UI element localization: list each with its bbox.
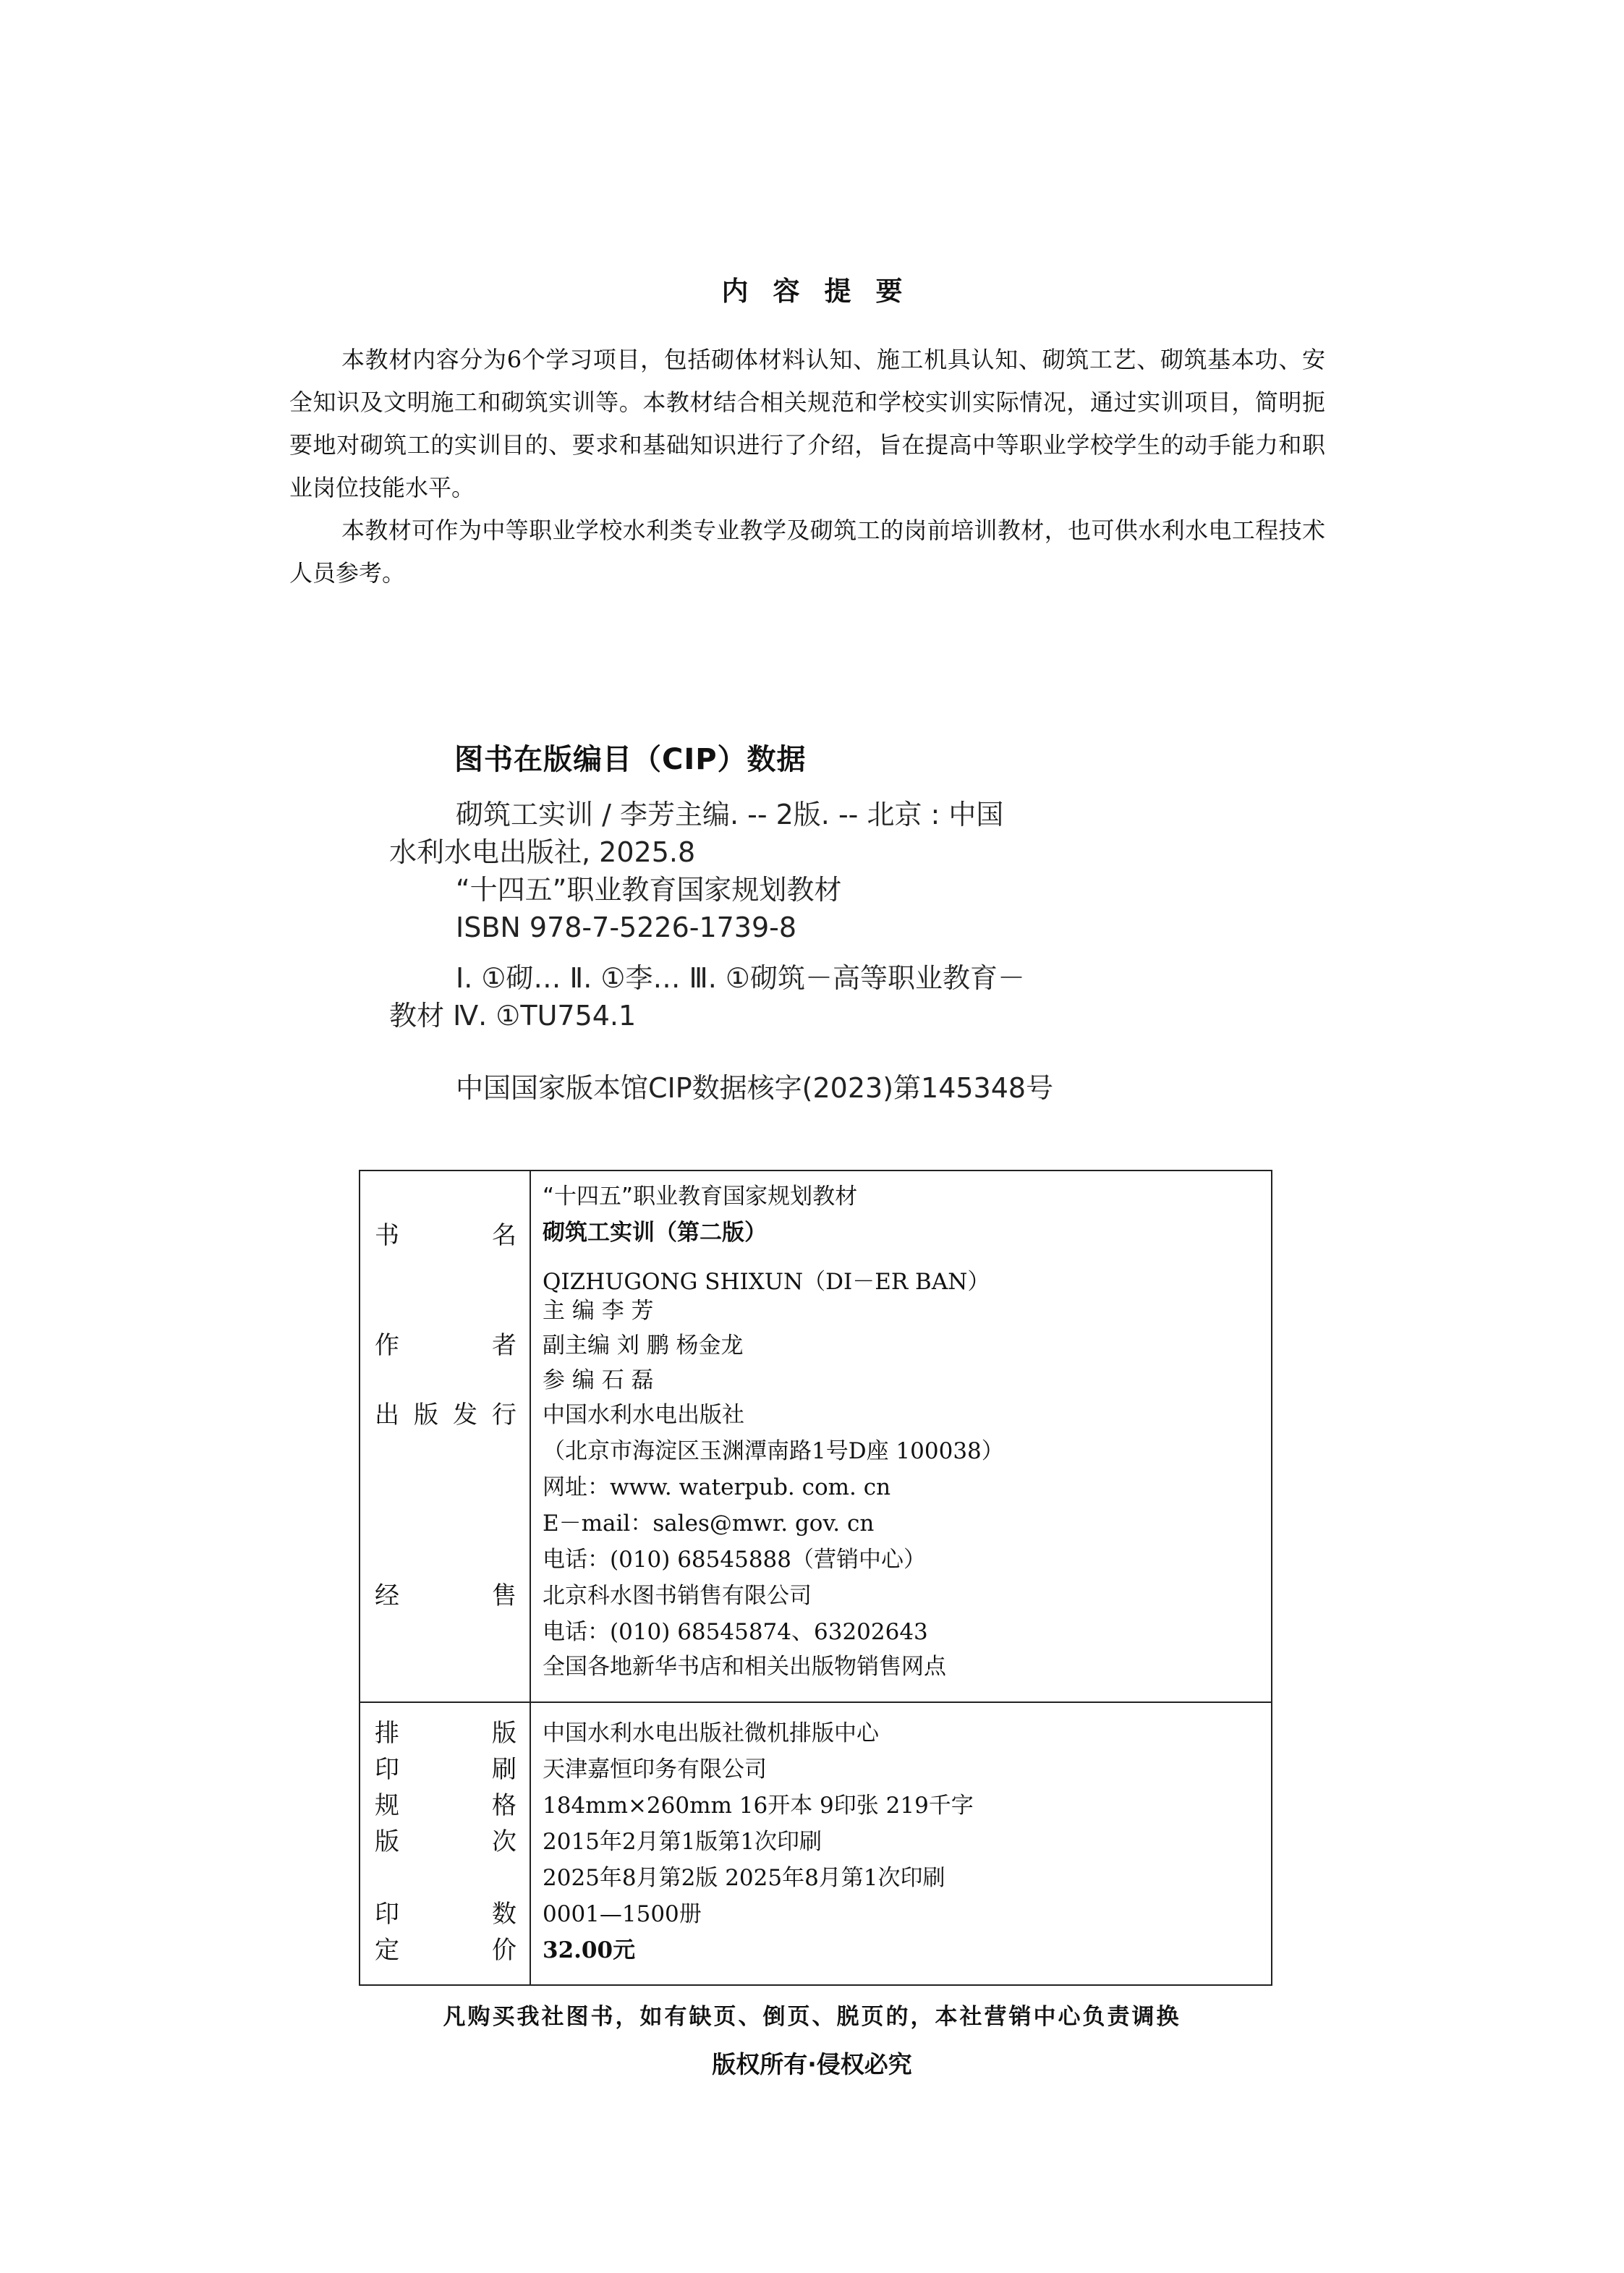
label-char: 格 [492, 1791, 516, 1820]
publisher-address: （北京市海淀区玉渊潭南路1号D座 100038） [543, 1438, 1004, 1464]
cip-line: ISBN 978-7-5226-1739-8 [456, 912, 797, 943]
label-char: 版 [492, 1719, 516, 1748]
return-policy-notice: 凡购买我社图书，如有缺页、倒页、脱页的，本社营销中心负责调换 [443, 2004, 1181, 2030]
label-distributor [375, 1579, 516, 1613]
table-divider [360, 1701, 1271, 1703]
associate-editors: 副主编 刘 鹏 杨金龙 [543, 1333, 744, 1359]
label-char: 经 [375, 1581, 399, 1610]
cip-record [389, 796, 1221, 946]
publisher-website: 网址：www. waterpub. com. cn [543, 1474, 891, 1500]
label-char: 规 [375, 1791, 399, 1820]
distributor-name: 北京科水图书销售有限公司 [543, 1583, 812, 1609]
label-char: 数 [492, 1900, 516, 1929]
label-char: 发 [453, 1401, 477, 1429]
label-char: 行 [492, 1401, 516, 1429]
series-name: “十四五”职业教育国家规划教材 [543, 1184, 858, 1210]
print-run-value: 0001—1500册 [543, 1901, 702, 1927]
summary-section [289, 339, 1325, 595]
label-edition [375, 1825, 516, 1858]
edition-second: 2025年8月第2版 2025年8月第1次印刷 [543, 1865, 945, 1891]
label-author [375, 1329, 516, 1362]
cip-classification [389, 959, 1221, 1034]
cip-approval-number: 中国国家版本馆CIP数据核字(2023)第145348号 [456, 1072, 1054, 1104]
label-char: 售 [492, 1581, 516, 1610]
book-title: 砌筑工实训（第二版） [543, 1220, 767, 1246]
label-char: 书 [375, 1221, 399, 1250]
label-char: 版 [375, 1827, 399, 1856]
label-printing [375, 1753, 516, 1786]
label-char: 版 [414, 1401, 438, 1429]
spec-value: 184mm×260mm 16开本 9印张 219千字 [543, 1793, 974, 1819]
publisher-phone: 电话：(010) 68545888（营销中心） [543, 1547, 926, 1573]
copyright-notice: 版权所有·侵权必究 [712, 2050, 912, 2078]
label-print-run [375, 1898, 516, 1931]
edition-first: 2015年2月第1版第1次印刷 [543, 1829, 822, 1855]
cip-line: 砌筑工实训 / 李芳主编. -- 2版. -- 北京 : 中国 [456, 799, 1004, 830]
chief-editor: 主 编 李 芳 [543, 1298, 654, 1324]
label-char: 定 [375, 1936, 399, 1965]
label-char: 印 [375, 1755, 399, 1784]
summary-title: 内容提要 [721, 276, 927, 307]
label-char: 出 [375, 1401, 399, 1429]
distributor-phone: 电话：(010) 68545874、63202643 [543, 1619, 928, 1645]
label-char: 次 [492, 1827, 516, 1856]
label-price [375, 1934, 516, 1967]
label-char: 价 [492, 1936, 516, 1965]
label-char: 名 [492, 1221, 516, 1250]
label-char: 刷 [492, 1755, 516, 1784]
label-typesetting [375, 1717, 516, 1750]
book-title-pinyin: QIZHUGONG SHIXUN（DI－ER BAN） [543, 1269, 990, 1295]
publication-info-table [359, 1170, 1272, 1986]
distributor-network: 全国各地新华书店和相关出版物销售网点 [543, 1654, 946, 1680]
label-char: 者 [492, 1331, 516, 1360]
summary-paragraph: 本教材可作为中等职业学校水利类专业教学及砌筑工的岗前培训教材，也可供水利水电工程技术人员参考。 [289, 517, 1325, 587]
table-divider [530, 1171, 531, 1984]
label-publisher [375, 1398, 516, 1432]
label-char: 印 [375, 1900, 399, 1929]
label-book-name [375, 1219, 516, 1252]
printing-value: 天津嘉恒印务有限公司 [543, 1756, 767, 1783]
price-value: 32.00元 [543, 1937, 636, 1963]
cip-line: 水利水电出版社, 2025.8 [389, 836, 696, 868]
summary-paragraph: 本教材内容分为6个学习项目，包括砌体材料认知、施工机具认知、砌筑工艺、砌筑基本功、安全知识及文明施工和砌筑实训等。本教材结合相关规范和学校实训实际情况，通过实训项目，简明扼要地对砌筑工的实训目的、要求和基础知识进行了介绍，旨在提高中等职业学校学生的动手能力和职业岗位技能水平。 [289, 346, 1325, 501]
cip-line: 教材 Ⅳ. ①TU754.1 [389, 1000, 637, 1032]
cip-title: 图书在版编目（CIP）数据 [454, 743, 807, 776]
contributors: 参 编 石 磊 [543, 1367, 654, 1393]
label-char: 作 [375, 1331, 399, 1360]
label-spec [375, 1789, 516, 1822]
publisher-email: E－mail：sales@mwr. gov. cn [543, 1511, 875, 1537]
typesetting-value: 中国水利水电出版社微机排版中心 [543, 1720, 879, 1746]
cip-line: Ⅰ. ①砌… Ⅱ. ①李… Ⅲ. ①砌筑－高等职业教育－ [456, 962, 1025, 994]
label-char: 排 [375, 1719, 399, 1748]
publisher-name: 中国水利水电出版社 [543, 1402, 744, 1428]
cip-line: “十四五”职业教育国家规划教材 [456, 874, 842, 906]
